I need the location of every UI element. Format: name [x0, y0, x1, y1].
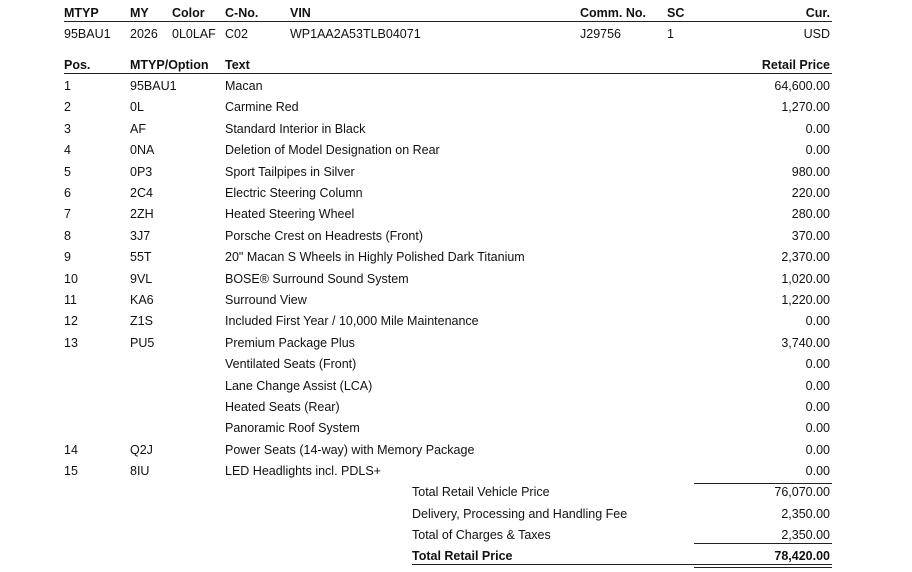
row-price: 2,370.00 — [781, 250, 830, 265]
row-pos: 9 — [64, 250, 71, 265]
charges-rule — [694, 543, 832, 544]
row-pos: 6 — [64, 186, 71, 200]
row-option-code: 95BAU1 — [130, 79, 177, 93]
row-pos: 10 — [64, 271, 78, 286]
header-value-my: 2026 — [130, 27, 158, 41]
row-option-code: 9VL — [130, 271, 153, 286]
row-price: 980.00 — [791, 164, 830, 179]
row-price: 0.00 — [805, 121, 830, 136]
row-pos: 2 — [64, 100, 71, 115]
row-price: 3,740.00 — [781, 335, 830, 350]
row-option-code: 0L — [130, 100, 144, 115]
row-price: 0.00 — [805, 464, 830, 479]
column-header-option: MTYP/Option — [130, 58, 209, 72]
row-description: LED Headlights incl. PDLS+ — [225, 464, 381, 479]
row-description: Lane Change Assist (LCA) — [225, 378, 373, 393]
column-header-price: Retail Price — [761, 58, 830, 72]
row-pos: 15 — [64, 464, 78, 479]
row-pos: 8 — [64, 228, 71, 243]
row-description: Included First Year / 10,000 Mile Maintenance — [225, 314, 479, 329]
header-value-cur: USD — [803, 27, 830, 41]
row-option-code: PU5 — [130, 335, 155, 350]
row-price: 1,220.00 — [781, 293, 830, 307]
row-description: Standard Interior in Black — [225, 121, 366, 136]
row-description: Panoramic Roof System — [225, 421, 360, 436]
row-pos: 3 — [64, 121, 71, 136]
row-description: Porsche Crest on Headrests (Front) — [225, 228, 423, 243]
row-description: Power Seats (14-way) with Memory Package — [225, 442, 475, 457]
row-price: 0.00 — [805, 378, 830, 393]
row-price: 1,020.00 — [781, 271, 830, 286]
row-option-code: KA6 — [130, 293, 154, 307]
row-description: BOSE® Surround Sound System — [225, 271, 409, 286]
row-option-code: 2ZH — [130, 207, 154, 222]
row-option-code: 8IU — [130, 464, 150, 479]
header-label-sc: SC — [667, 6, 685, 20]
totals-label: Total Retail Price — [412, 549, 513, 563]
totals-value: 2,350.00 — [781, 528, 830, 542]
row-description: Heated Seats (Rear) — [225, 400, 340, 414]
row-price: 64,600.00 — [774, 79, 830, 93]
row-description: Premium Package Plus — [225, 335, 355, 350]
header-label-color: Color — [172, 6, 205, 20]
row-description: 20" Macan S Wheels in Highly Polished Dark Titanium — [225, 250, 525, 265]
row-price: 0.00 — [805, 357, 830, 372]
row-option-code: 0P3 — [130, 164, 153, 179]
row-description: Carmine Red — [225, 100, 299, 115]
row-option-code: 55T — [130, 250, 152, 265]
row-option-code: AF — [130, 121, 146, 136]
final-total-rule — [412, 564, 832, 565]
row-price: 0.00 — [805, 421, 830, 436]
row-description: Heated Steering Wheel — [225, 207, 355, 222]
row-pos: 11 — [64, 293, 77, 307]
header-label-comm-no: Comm. No. — [580, 6, 646, 20]
column-header-divider — [64, 73, 832, 74]
header-value-sc: 1 — [667, 27, 674, 41]
row-description: Deletion of Model Designation on Rear — [225, 143, 440, 158]
totals-label: Total Retail Vehicle Price — [412, 485, 550, 499]
column-header-pos: Pos. — [64, 58, 91, 72]
header-label-mtyp: MTYP — [64, 6, 99, 20]
row-description: Surround View — [225, 293, 307, 307]
column-header-text: Text — [225, 58, 250, 72]
totals-value: 78,420.00 — [774, 549, 830, 563]
totals-label: Delivery, Processing and Handling Fee — [412, 507, 628, 521]
header-label-cur: Cur. — [805, 6, 830, 20]
row-pos: 14 — [64, 442, 78, 457]
header-value-vin: WP1AA2A53TLB04071 — [290, 27, 421, 41]
header-label-vin: VIN — [290, 6, 311, 20]
row-option-code: Q2J — [130, 442, 153, 457]
header-value-comm-no: J29756 — [580, 27, 622, 41]
header-value-color: 0L0LAF — [172, 27, 216, 41]
header-value-mtyp: 95BAU1 — [64, 27, 111, 41]
row-pos: 7 — [64, 207, 71, 222]
row-description: Sport Tailpipes in Silver — [225, 164, 355, 179]
row-price: 220.00 — [791, 186, 830, 200]
row-price: 0.00 — [805, 442, 830, 457]
row-pos: 12 — [64, 314, 78, 329]
row-description: Electric Steering Column — [225, 186, 363, 200]
row-option-code: 3J7 — [130, 228, 151, 243]
row-price: 0.00 — [805, 400, 830, 414]
totals-value: 2,350.00 — [781, 507, 830, 521]
header-value-cno: C02 — [225, 27, 248, 41]
totals-label: Total of Charges & Taxes — [412, 528, 551, 542]
final-total-double-rule — [694, 567, 832, 568]
row-price: 0.00 — [805, 314, 830, 329]
row-pos: 4 — [64, 143, 71, 158]
row-pos: 1 — [64, 79, 71, 93]
row-price: 370.00 — [791, 228, 830, 243]
row-description: Ventilated Seats (Front) — [225, 357, 357, 372]
row-pos: 5 — [64, 164, 71, 179]
row-option-code: 2C4 — [130, 186, 153, 200]
row-description: Macan — [225, 79, 263, 93]
row-price: 0.00 — [805, 143, 830, 158]
row-option-code: Z1S — [130, 314, 153, 329]
row-option-code: 0NA — [130, 143, 155, 158]
header-label-my: MY — [130, 6, 149, 20]
header-label-cno: C-No. — [225, 6, 259, 20]
row-price: 280.00 — [791, 207, 830, 222]
totals-value: 76,070.00 — [774, 485, 830, 499]
row-pos: 13 — [64, 335, 78, 350]
row-price: 1,270.00 — [781, 100, 830, 115]
header-divider — [64, 21, 832, 22]
